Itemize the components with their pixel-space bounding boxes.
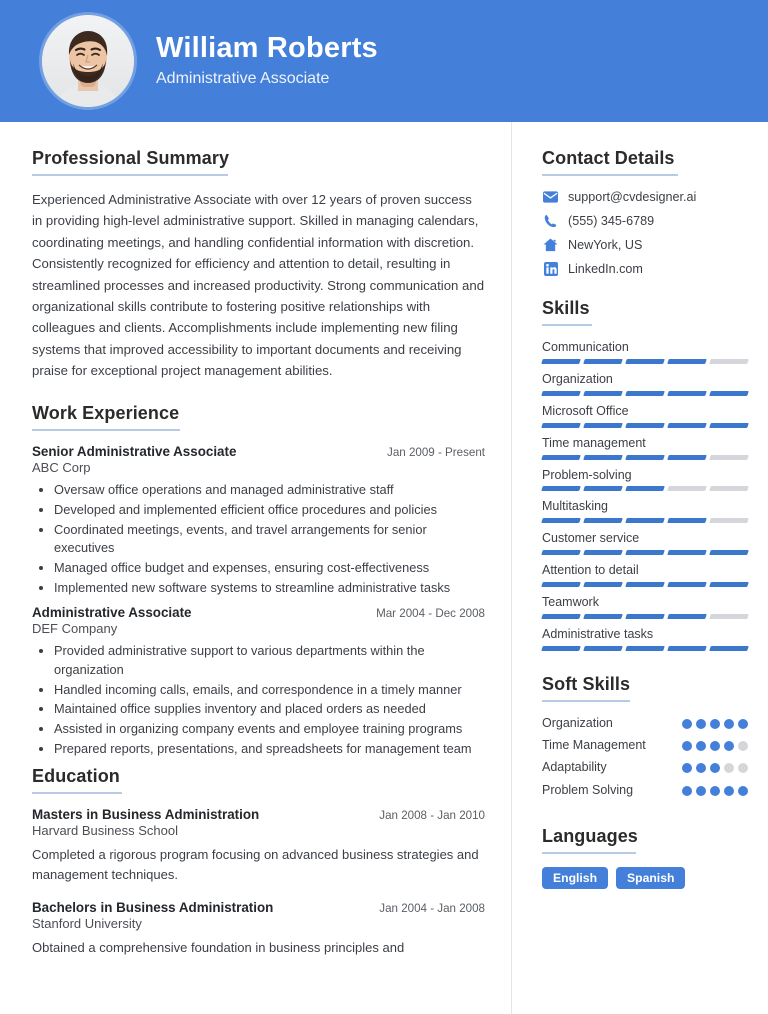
skill-segment bbox=[625, 455, 665, 460]
rating-dot bbox=[724, 719, 734, 729]
rating-dot bbox=[738, 763, 748, 773]
skill-level-bar bbox=[542, 646, 748, 651]
soft-skill-label: Organization bbox=[542, 715, 613, 730]
contact-row[interactable] bbox=[542, 213, 748, 228]
employer-name: DEF Company bbox=[32, 621, 118, 637]
skill-segment bbox=[667, 550, 707, 555]
skill-item bbox=[542, 435, 748, 460]
skill-level-bar bbox=[542, 518, 748, 523]
skill-level-bar bbox=[542, 550, 748, 555]
linkedin-icon bbox=[542, 261, 559, 276]
skill-segment bbox=[625, 486, 665, 491]
job-title-text: Administrative Associate bbox=[32, 605, 192, 621]
job-title-text: Senior Administrative Associate bbox=[32, 444, 237, 460]
responsibility-list bbox=[32, 481, 485, 597]
skill-segment bbox=[583, 359, 623, 364]
skill-segment bbox=[625, 423, 665, 428]
skill-segment bbox=[583, 582, 623, 587]
skill-item bbox=[542, 626, 748, 651]
soft-skill-row bbox=[542, 737, 748, 754]
skill-label: Microsoft Office bbox=[542, 403, 629, 418]
skill-segment bbox=[583, 646, 623, 651]
skill-level-bar bbox=[542, 486, 748, 491]
resume-body bbox=[0, 122, 768, 1014]
skill-segment bbox=[583, 486, 623, 491]
skill-segment bbox=[541, 423, 581, 428]
skill-item bbox=[542, 530, 748, 555]
rating-dot bbox=[696, 763, 706, 773]
job-date-range: Jan 2009 - Present bbox=[387, 446, 485, 460]
skill-segment bbox=[709, 614, 749, 619]
avatar bbox=[42, 15, 134, 107]
skill-label: Problem-solving bbox=[542, 467, 632, 482]
list-item: • Managed office budget and expenses, ensuring cost-effectiveness bbox=[54, 559, 485, 578]
skill-segment bbox=[667, 391, 707, 396]
skill-segment bbox=[625, 518, 665, 523]
section-heading: Languages bbox=[542, 825, 638, 846]
education-entry bbox=[32, 900, 485, 958]
list-item: • Prepared reports, presentations, and spreadsheets for management team bbox=[54, 740, 485, 759]
section-rule bbox=[32, 792, 122, 794]
skill-segment bbox=[583, 614, 623, 619]
work-entry bbox=[32, 605, 485, 758]
section-rule bbox=[542, 700, 630, 702]
skill-segment bbox=[709, 486, 749, 491]
soft-skill-rating bbox=[682, 759, 748, 773]
list-item: • Assisted in organizing company events and employee training programs bbox=[54, 720, 485, 739]
contact-value: (555) 345-6789 bbox=[568, 213, 655, 228]
job-title: Administrative Associate bbox=[156, 70, 330, 88]
skill-segment bbox=[541, 486, 581, 491]
skill-item bbox=[542, 562, 748, 587]
skill-label: Customer service bbox=[542, 531, 640, 546]
rating-dot bbox=[710, 741, 720, 751]
soft-skill-rating bbox=[682, 737, 748, 751]
soft-skill-row bbox=[542, 759, 748, 776]
skill-label: Organization bbox=[542, 371, 613, 386]
rating-dot bbox=[696, 719, 706, 729]
work-entry-list bbox=[32, 444, 485, 758]
degree-description: Obtained a comprehensive foundation in business principles and bbox=[32, 939, 405, 955]
soft-skill-label: Adaptability bbox=[542, 760, 607, 775]
rating-dot bbox=[696, 786, 706, 796]
language-chip: English bbox=[542, 867, 608, 889]
skill-segment bbox=[667, 455, 707, 460]
contact-value: LinkedIn.com bbox=[568, 261, 643, 276]
contact-row[interactable] bbox=[542, 261, 748, 276]
section-heading: Skills bbox=[542, 298, 590, 318]
skill-segment bbox=[709, 391, 749, 396]
degree-description: Completed a rigorous program focusing on advanced business strategies and management techniques. bbox=[32, 847, 479, 883]
list-item: • Maintained office supplies inventory and placed orders as needed bbox=[54, 700, 485, 719]
rating-dot bbox=[738, 719, 748, 729]
soft-skill-label: Time Management bbox=[542, 738, 646, 752]
skill-level-bar bbox=[542, 614, 748, 619]
skills-list bbox=[542, 339, 748, 651]
skill-segment bbox=[625, 646, 665, 651]
skill-item bbox=[542, 498, 748, 523]
entry-header bbox=[32, 605, 485, 620]
language-chip-list bbox=[542, 867, 748, 889]
rating-dot bbox=[738, 741, 748, 751]
skill-segment bbox=[541, 646, 581, 651]
rating-dot bbox=[724, 763, 734, 773]
rating-dot bbox=[682, 786, 692, 796]
section-heading: Soft Skills bbox=[542, 673, 631, 694]
list-item: • Coordinated meetings, events, and travel arrangements for senior executives bbox=[54, 521, 485, 558]
rating-dot bbox=[710, 786, 720, 796]
skill-label: Teamwork bbox=[542, 595, 599, 609]
entry-header bbox=[32, 900, 485, 915]
soft-skill-rating bbox=[682, 715, 748, 729]
skill-segment bbox=[709, 455, 749, 460]
list-item: • Developed and implemented efficient office procedures and policies bbox=[54, 501, 485, 520]
skill-label: Multitasking bbox=[542, 499, 608, 514]
soft-skill-label: Problem Solving bbox=[542, 782, 634, 797]
rating-dot bbox=[710, 719, 720, 729]
soft-skills-list bbox=[542, 715, 748, 799]
list-item: • Oversaw office operations and managed administrative staff bbox=[54, 481, 485, 500]
list-item: • Handled incoming calls, emails, and correspondence in a timely manner bbox=[54, 681, 485, 700]
skill-item bbox=[542, 403, 748, 428]
section-skills bbox=[542, 298, 748, 651]
list-item: • Provided administrative support to various departments within the organization bbox=[54, 642, 485, 679]
sidebar-column bbox=[512, 122, 768, 1014]
skill-segment bbox=[667, 486, 707, 491]
section-rule bbox=[542, 174, 678, 176]
skill-segment bbox=[667, 614, 707, 619]
section-education bbox=[32, 766, 485, 957]
section-rule bbox=[542, 852, 636, 854]
section-heading: Contact Details bbox=[542, 148, 675, 168]
contact-value: support@cvdesigner.ai bbox=[568, 189, 697, 204]
entry-header bbox=[32, 807, 485, 822]
skill-segment bbox=[667, 423, 707, 428]
section-rule bbox=[32, 429, 180, 431]
skill-segment bbox=[541, 455, 581, 460]
contact-row[interactable] bbox=[542, 237, 748, 252]
skill-level-bar bbox=[542, 391, 748, 396]
skill-level-bar bbox=[542, 455, 748, 460]
entry-header bbox=[32, 444, 485, 459]
skill-segment bbox=[709, 518, 749, 523]
skill-segment bbox=[625, 582, 665, 587]
skill-item bbox=[542, 339, 748, 364]
contact-list bbox=[542, 189, 748, 276]
skill-segment bbox=[625, 359, 665, 364]
section-soft-skills bbox=[542, 674, 748, 799]
skill-segment bbox=[667, 518, 707, 523]
rating-dot bbox=[682, 741, 692, 751]
summary-text: Experienced Administrative Associate with over 12 years of proven success in providing high-level administrative support. Skilled in managing calendars, coordinating meetings, and handling confidential information with discretion. Consistently recognized for efficiency and attention to detail, resulting in streamlined processes and increased productivity. Strong communication and organizational skills contribute to fostering positive relationships with colleagues and clients. Accomplishments include implementing new filing systems that improved accessibility to important documents and receiving praise for exceptional project management abilities. bbox=[32, 192, 485, 378]
institution-name: Harvard Business School bbox=[32, 823, 178, 839]
skill-segment bbox=[625, 614, 665, 619]
section-heading: Work Experience bbox=[32, 403, 180, 424]
degree-title: Masters in Business Administration bbox=[32, 807, 260, 823]
education-entry-list bbox=[32, 807, 485, 957]
skill-segment bbox=[583, 391, 623, 396]
skill-item bbox=[542, 467, 748, 492]
full-name: William Roberts bbox=[156, 32, 378, 65]
rating-dot bbox=[710, 763, 720, 773]
skill-segment bbox=[709, 550, 749, 555]
skill-segment bbox=[583, 423, 623, 428]
employer-name: ABC Corp bbox=[32, 460, 91, 476]
job-date-range: Mar 2004 - Dec 2008 bbox=[376, 607, 485, 621]
rating-dot bbox=[682, 763, 692, 773]
degree-date-range: Jan 2008 - Jan 2010 bbox=[379, 809, 485, 823]
skill-segment bbox=[583, 550, 623, 555]
skill-segment bbox=[541, 582, 581, 587]
responsibility-list bbox=[32, 642, 485, 758]
section-work-experience bbox=[32, 403, 485, 758]
work-entry bbox=[32, 444, 485, 597]
skill-segment bbox=[583, 455, 623, 460]
language-chip: Spanish bbox=[616, 867, 685, 889]
phone-icon bbox=[542, 213, 559, 228]
home-icon bbox=[542, 237, 559, 252]
skill-segment bbox=[583, 518, 623, 523]
name-block bbox=[156, 33, 378, 88]
rating-dot bbox=[682, 719, 692, 729]
list-item: • Implemented new software systems to streamline administrative tasks bbox=[54, 579, 485, 598]
skill-level-bar bbox=[542, 359, 748, 364]
soft-skill-row bbox=[542, 715, 748, 732]
rating-dot bbox=[724, 741, 734, 751]
skill-segment bbox=[541, 614, 581, 619]
section-professional-summary bbox=[32, 148, 485, 381]
skill-segment bbox=[667, 582, 707, 587]
degree-date-range: Jan 2004 - Jan 2008 bbox=[379, 901, 485, 915]
skill-segment bbox=[709, 646, 749, 651]
education-entry bbox=[32, 807, 485, 885]
skill-segment bbox=[541, 359, 581, 364]
skill-segment bbox=[625, 391, 665, 396]
skill-segment bbox=[541, 518, 581, 523]
rating-dot bbox=[738, 786, 748, 796]
skill-segment bbox=[625, 550, 665, 555]
skill-label: Attention to detail bbox=[542, 563, 639, 578]
main-column bbox=[0, 122, 512, 1014]
section-heading: Education bbox=[32, 766, 120, 787]
skill-segment bbox=[541, 550, 581, 555]
skill-segment bbox=[709, 582, 749, 587]
rating-dot bbox=[696, 741, 706, 751]
skill-segment bbox=[709, 423, 749, 428]
avatar-photo-icon bbox=[42, 15, 134, 107]
skill-label: Time management bbox=[542, 435, 646, 450]
resume-header bbox=[0, 0, 768, 122]
section-heading: Professional Summary bbox=[32, 148, 230, 168]
skill-segment bbox=[709, 359, 749, 364]
skill-label: Communication bbox=[542, 340, 629, 354]
contact-row[interactable] bbox=[542, 189, 748, 204]
skill-label: Administrative tasks bbox=[542, 626, 654, 641]
skill-segment bbox=[667, 359, 707, 364]
skill-item bbox=[542, 594, 748, 619]
soft-skill-rating bbox=[682, 782, 748, 796]
skill-level-bar bbox=[542, 582, 748, 587]
section-rule bbox=[32, 174, 228, 176]
skill-segment bbox=[667, 646, 707, 651]
skill-level-bar bbox=[542, 423, 748, 428]
section-rule bbox=[542, 324, 592, 326]
degree-title: Bachelors in Business Administration bbox=[32, 899, 274, 915]
envelope-icon bbox=[542, 189, 559, 204]
skill-segment bbox=[541, 391, 581, 396]
rating-dot bbox=[724, 786, 734, 796]
section-contact-details bbox=[542, 148, 748, 276]
soft-skill-row bbox=[542, 782, 748, 799]
section-languages bbox=[542, 826, 748, 889]
institution-name: Stanford University bbox=[32, 915, 142, 931]
skill-item bbox=[542, 371, 748, 396]
contact-value: NewYork, US bbox=[568, 237, 643, 252]
